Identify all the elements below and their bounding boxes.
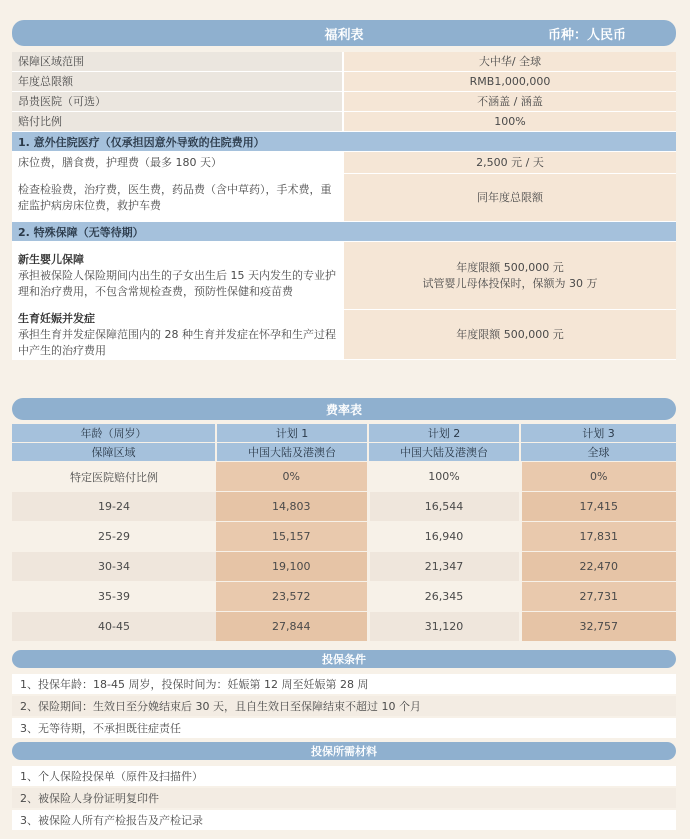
col-header-plan3: 计划 3 xyxy=(520,424,676,443)
table-row xyxy=(12,492,676,522)
benefit-row xyxy=(12,112,676,132)
table-row xyxy=(12,552,676,582)
plan1-cell: 23,572 xyxy=(216,582,368,612)
benefit-value: 不涵盖 / 涵盖 xyxy=(342,92,676,111)
benefit-value: 大中华/ 全球 xyxy=(342,52,676,71)
benefit-row-newborn xyxy=(12,242,676,310)
row-label: 40-45 xyxy=(12,612,216,642)
benefit-row xyxy=(12,52,676,72)
conditions-header xyxy=(12,650,676,668)
col-header-region: 保障区域 xyxy=(12,443,216,462)
complication-title: 生育妊娠并发症 xyxy=(18,311,95,325)
benefit-value: RMB1,000,000 xyxy=(342,72,676,91)
benefit-row xyxy=(12,174,676,222)
newborn-title: 新生婴儿保障 xyxy=(18,252,84,266)
benefit-value: 100% xyxy=(342,112,676,131)
list-item: 3、无等待期，不承担既往症责任 xyxy=(12,718,676,738)
row-label: 19-24 xyxy=(12,492,216,522)
plan2-cell: 100% xyxy=(368,462,520,492)
conditions-list xyxy=(12,674,676,740)
complication-desc: 承担生育并发症保障范围内的 28 种生育并发症在怀孕和生产过程中产生的治疗费用 xyxy=(18,327,336,357)
plan1-cell: 0% xyxy=(216,462,368,492)
col-header-plan2: 计划 2 xyxy=(368,424,520,443)
row-label: 25-29 xyxy=(12,522,216,552)
complication-limit: 年度限额 500,000 元 xyxy=(342,310,676,359)
newborn-limit: 年度限额 500,000 元 xyxy=(456,260,564,274)
rates-region-row xyxy=(12,443,676,462)
plan1-cell: 19,100 xyxy=(216,552,368,582)
plan1-cell: 15,157 xyxy=(216,522,368,552)
newborn-desc: 承担被保险人保险期间内出生的子女出生后 15 天内发生的专业护理和治疗费用，不包含常规检查费，预防性保健和疫苗费 xyxy=(18,268,336,298)
plan2-region: 中国大陆及港澳台 xyxy=(368,443,520,462)
benefit-label: 年度总限额 xyxy=(12,72,342,91)
benefit-label: 赔付比例 xyxy=(12,112,342,131)
table-row xyxy=(12,582,676,612)
plan3-cell: 0% xyxy=(520,462,676,492)
table-row xyxy=(12,612,676,642)
benefits-header xyxy=(12,20,676,46)
section-special-title: 2. 特殊保障（无等待期） xyxy=(12,222,676,242)
newborn-ivf-note: 试管婴儿母体投保时，保额为 30 万 xyxy=(422,276,598,290)
table-row xyxy=(12,522,676,552)
benefit-row xyxy=(12,72,676,92)
materials-title: 投保所需材料 xyxy=(311,745,377,758)
rates-header xyxy=(12,398,676,420)
conditions-title: 投保条件 xyxy=(322,653,366,666)
plan3-cell: 27,731 xyxy=(520,582,676,612)
benefit-label: 床位费，膳食费，护理费（最多 180 天） xyxy=(12,152,342,173)
plan2-cell: 26,345 xyxy=(368,582,520,612)
benefit-label: 昂贵医院（可选） xyxy=(12,92,342,111)
plan2-cell: 31,120 xyxy=(368,612,520,642)
plan2-cell: 21,347 xyxy=(368,552,520,582)
benefits-title: 福利表 xyxy=(324,27,364,43)
benefit-row-complication xyxy=(12,310,676,360)
list-item: 2、保险期间：生效日至分娩结束后 30 天，且自生效日至保障结束不超过 10 个月 xyxy=(12,696,676,716)
table-row xyxy=(12,462,676,492)
section-accident-title: 1. 意外住院医疗（仅承担因意外导致的住院费用） xyxy=(12,132,676,152)
benefits-table xyxy=(12,52,676,360)
plan3-cell: 32,757 xyxy=(520,612,676,642)
list-item: 3、被保险人所有产检报告及产检记录 xyxy=(12,810,676,830)
rates-table xyxy=(12,424,676,642)
plan1-cell: 14,803 xyxy=(216,492,368,522)
col-header-plan1: 计划 1 xyxy=(216,424,368,443)
plan3-cell: 17,831 xyxy=(520,522,676,552)
materials-list xyxy=(12,766,676,832)
benefit-value: 2,500 元 / 天 xyxy=(342,152,676,173)
materials-header xyxy=(12,742,676,760)
col-header-age: 年龄（周岁） xyxy=(12,424,216,443)
row-label: 35-39 xyxy=(12,582,216,612)
benefit-row xyxy=(12,92,676,112)
benefit-label: 检查检验费，治疗费，医生费，药品费（含中草药），手术费，重症监护病房床位费，救护车费 xyxy=(12,174,342,221)
plan2-cell: 16,940 xyxy=(368,522,520,552)
list-item: 1、投保年龄：18-45 周岁，投保时间为：妊娠第 12 周至妊娠第 28 周 xyxy=(12,674,676,694)
rates-header-row xyxy=(12,424,676,443)
benefit-value: 同年度总限额 xyxy=(342,174,676,221)
plan1-region: 中国大陆及港澳台 xyxy=(216,443,368,462)
benefit-row xyxy=(12,152,676,174)
plan3-cell: 22,470 xyxy=(520,552,676,582)
list-item: 1、个人保险投保单（原件及扫描件） xyxy=(12,766,676,786)
plan3-region: 全球 xyxy=(520,443,676,462)
plan2-cell: 16,544 xyxy=(368,492,520,522)
rates-title: 费率表 xyxy=(325,402,362,417)
row-label: 特定医院赔付比例 xyxy=(12,462,216,492)
list-item: 2、被保险人身份证明复印件 xyxy=(12,788,676,808)
row-label: 30-34 xyxy=(12,552,216,582)
currency-label: 币种：人民币 xyxy=(547,27,626,43)
plan1-cell: 27,844 xyxy=(216,612,368,642)
plan3-cell: 17,415 xyxy=(520,492,676,522)
benefit-label: 保障区域范围 xyxy=(12,52,342,71)
